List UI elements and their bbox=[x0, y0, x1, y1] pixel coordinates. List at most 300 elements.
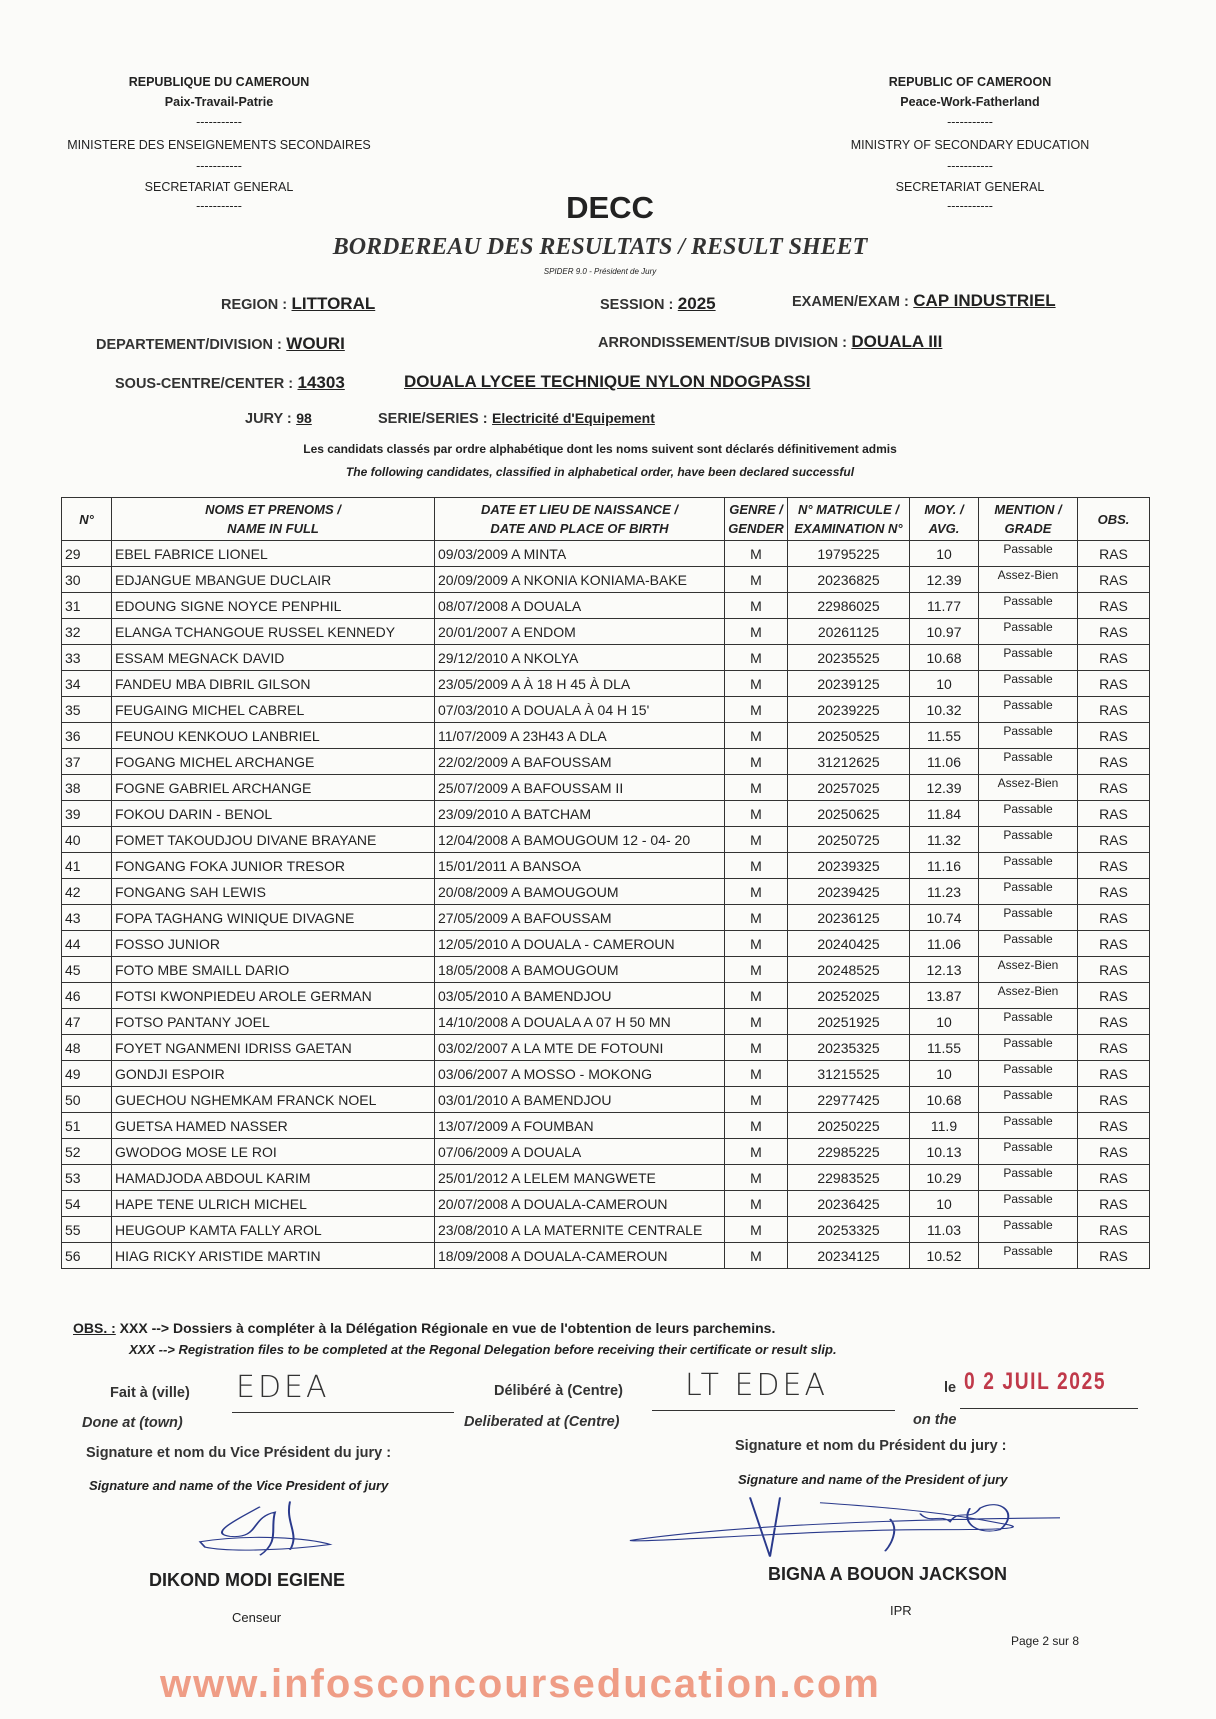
birth-date-place: 03/02/2007 A LA MTE DE FOTOUNI bbox=[435, 1035, 725, 1061]
grade: Passable bbox=[979, 1035, 1078, 1061]
gender: M bbox=[725, 749, 788, 775]
division-field bbox=[96, 334, 345, 354]
observation: RAS bbox=[1078, 853, 1150, 879]
observation: RAS bbox=[1078, 541, 1150, 567]
region-label: REGION : bbox=[221, 297, 288, 313]
column-header-text: MOY. / bbox=[924, 502, 964, 517]
candidate-name: HIAG RICKY ARISTIDE MARTIN bbox=[112, 1243, 435, 1269]
exam-number: 20239425 bbox=[788, 879, 910, 905]
header-left-line: MINISTERE DES ENSEIGNEMENTS SECONDAIRES bbox=[67, 138, 371, 152]
centre-handwritten: LT EDEA bbox=[685, 1368, 828, 1403]
birth-date-place: 22/02/2009 A BAFOUSSAM bbox=[435, 749, 725, 775]
average: 10 bbox=[910, 1009, 979, 1035]
grade: Passable bbox=[979, 827, 1078, 853]
birth-date-place: 25/07/2009 A BAFOUSSAM II bbox=[435, 775, 725, 801]
average: 10.97 bbox=[910, 619, 979, 645]
header-left-line: ----------- bbox=[196, 159, 242, 173]
series-field bbox=[378, 410, 655, 428]
column-header-text: GRADE bbox=[1004, 521, 1052, 536]
table-row bbox=[62, 645, 1150, 671]
exam-number: 20261125 bbox=[788, 619, 910, 645]
division-value: WOURI bbox=[286, 334, 345, 353]
exam-number: 31215525 bbox=[788, 1061, 910, 1087]
on-the-label: le bbox=[944, 1380, 957, 1396]
average: 11.55 bbox=[910, 723, 979, 749]
table-row bbox=[62, 723, 1150, 749]
gender: M bbox=[725, 1009, 788, 1035]
exam-number: 20239325 bbox=[788, 853, 910, 879]
birth-date-place: 03/01/2010 A BAMENDJOU bbox=[435, 1087, 725, 1113]
gender: M bbox=[725, 723, 788, 749]
vp-role: Censeur bbox=[232, 1610, 282, 1625]
p-signature bbox=[620, 1492, 1090, 1562]
grade: Passable bbox=[979, 1191, 1078, 1217]
subtitle: SPIDER 9.0 - Président de Jury bbox=[543, 267, 657, 276]
column-header bbox=[910, 498, 979, 541]
table-row bbox=[62, 1061, 1150, 1087]
header-right-line: ----------- bbox=[947, 199, 993, 213]
exam-field bbox=[792, 291, 1056, 311]
candidate-name: EBEL FABRICE LIONEL bbox=[112, 541, 435, 567]
results-table bbox=[61, 497, 1150, 1269]
row-number: 38 bbox=[62, 775, 112, 801]
gender: M bbox=[725, 541, 788, 567]
gender: M bbox=[725, 905, 788, 931]
exam-label: EXAMEN/EXAM : bbox=[792, 294, 909, 310]
column-header-text: GENDER bbox=[728, 521, 784, 536]
grade: Passable bbox=[979, 593, 1078, 619]
birth-date-place: 20/01/2007 A ENDOM bbox=[435, 619, 725, 645]
p-signature-label-en: Signature and name of the President of jury bbox=[738, 1472, 1008, 1487]
birth-date-place: 07/03/2010 A DOUALA À 04 H 15' bbox=[435, 697, 725, 723]
gender: M bbox=[725, 1191, 788, 1217]
grade: Assez-Bien bbox=[979, 775, 1078, 801]
notice-fr: Les candidats classés par ordre alphabétique dont les noms suivent sont déclarés définitivement admis bbox=[303, 442, 897, 456]
average: 11.16 bbox=[910, 853, 979, 879]
row-number: 36 bbox=[62, 723, 112, 749]
grade: Passable bbox=[979, 619, 1078, 645]
exam-number: 20250725 bbox=[788, 827, 910, 853]
average: 12.39 bbox=[910, 567, 979, 593]
column-header-text: NOMS ET PRENOMS / bbox=[205, 502, 341, 517]
header-right-line: ----------- bbox=[947, 159, 993, 173]
grade: Passable bbox=[979, 1061, 1078, 1087]
row-number: 29 bbox=[62, 541, 112, 567]
birth-date-place: 25/01/2012 A LELEM MANGWETE bbox=[435, 1165, 725, 1191]
row-number: 56 bbox=[62, 1243, 112, 1269]
exam-number: 22983525 bbox=[788, 1165, 910, 1191]
observation: RAS bbox=[1078, 1165, 1150, 1191]
region-field bbox=[221, 294, 375, 314]
header-left-line: ----------- bbox=[196, 199, 242, 213]
observation: RAS bbox=[1078, 1191, 1150, 1217]
gender: M bbox=[725, 1243, 788, 1269]
column-header-text: AVG. bbox=[928, 521, 960, 536]
gender: M bbox=[725, 827, 788, 853]
exam-number: 20234125 bbox=[788, 1243, 910, 1269]
candidate-name: EDOUNG SIGNE NOYCE PENPHIL bbox=[112, 593, 435, 619]
column-header-text: N° bbox=[79, 511, 94, 527]
gender: M bbox=[725, 775, 788, 801]
candidate-name: FOGANG MICHEL ARCHANGE bbox=[112, 749, 435, 775]
candidate-name: FEUNOU KENKOUO LANBRIEL bbox=[112, 723, 435, 749]
candidate-name: FOKOU DARIN - BENOL bbox=[112, 801, 435, 827]
average: 11.23 bbox=[910, 879, 979, 905]
row-number: 51 bbox=[62, 1113, 112, 1139]
row-number: 39 bbox=[62, 801, 112, 827]
session-label: SESSION : bbox=[600, 297, 674, 313]
column-header-text: GENRE / bbox=[729, 502, 783, 517]
date-stamp: 0 2 JUIL 2025 bbox=[964, 1368, 1107, 1395]
deliberated-label: Délibéré à (Centre) bbox=[494, 1383, 623, 1399]
candidate-name: HAMADJODA ABDOUL KARIM bbox=[112, 1165, 435, 1191]
average: 10 bbox=[910, 541, 979, 567]
table-row bbox=[62, 1035, 1150, 1061]
exam-number: 20250225 bbox=[788, 1113, 910, 1139]
average: 10.13 bbox=[910, 1139, 979, 1165]
gender: M bbox=[725, 697, 788, 723]
candidate-name: FOPA TAGHANG WINIQUE DIVAGNE bbox=[112, 905, 435, 931]
header-left-line: SECRETARIAT GENERAL bbox=[144, 180, 294, 194]
row-number: 34 bbox=[62, 671, 112, 697]
row-number: 32 bbox=[62, 619, 112, 645]
column-header-text: OBS. bbox=[1097, 511, 1130, 527]
exam-number: 22985225 bbox=[788, 1139, 910, 1165]
row-number: 42 bbox=[62, 879, 112, 905]
table-row bbox=[62, 1191, 1150, 1217]
observation: RAS bbox=[1078, 1061, 1150, 1087]
vp-signature-label-en: Signature and name of the Vice President of jury bbox=[89, 1478, 389, 1493]
exam-number: 20253325 bbox=[788, 1217, 910, 1243]
birth-date-place: 23/05/2009 A À 18 H 45 À DLA bbox=[435, 671, 725, 697]
row-number: 30 bbox=[62, 567, 112, 593]
jury-value: 98 bbox=[296, 410, 312, 426]
observation: RAS bbox=[1078, 983, 1150, 1009]
candidate-name: FONGANG FOKA JUNIOR TRESOR bbox=[112, 853, 435, 879]
grade: Passable bbox=[979, 1217, 1078, 1243]
gender: M bbox=[725, 879, 788, 905]
table-row bbox=[62, 671, 1150, 697]
row-number: 55 bbox=[62, 1217, 112, 1243]
row-number: 52 bbox=[62, 1139, 112, 1165]
average: 10.68 bbox=[910, 1087, 979, 1113]
candidate-name: FEUGAING MICHEL CABREL bbox=[112, 697, 435, 723]
p-name: BIGNA A BOUON JACKSON bbox=[768, 1564, 1008, 1584]
row-number: 46 bbox=[62, 983, 112, 1009]
birth-date-place: 20/08/2009 A BAMOUGOUM bbox=[435, 879, 725, 905]
table-header-row bbox=[62, 498, 1150, 541]
table-row bbox=[62, 775, 1150, 801]
gender: M bbox=[725, 645, 788, 671]
exam-value: CAP INDUSTRIEL bbox=[913, 291, 1056, 310]
vp-signature bbox=[190, 1496, 370, 1566]
exam-number: 19795225 bbox=[788, 541, 910, 567]
grade: Passable bbox=[979, 645, 1078, 671]
table-row bbox=[62, 931, 1150, 957]
exam-number: 20248525 bbox=[788, 957, 910, 983]
observation: RAS bbox=[1078, 957, 1150, 983]
birth-date-place: 18/09/2008 A DOUALA-CAMEROUN bbox=[435, 1243, 725, 1269]
table-row bbox=[62, 1009, 1150, 1035]
column-header bbox=[62, 498, 112, 541]
subdivision-field bbox=[598, 332, 942, 352]
average: 10 bbox=[910, 671, 979, 697]
average: 10.74 bbox=[910, 905, 979, 931]
birth-date-place: 09/03/2009 A MINTA bbox=[435, 541, 725, 567]
table-row bbox=[62, 619, 1150, 645]
table-row bbox=[62, 593, 1150, 619]
observation: RAS bbox=[1078, 619, 1150, 645]
grade: Passable bbox=[979, 697, 1078, 723]
column-header-text: EXAMINATION N° bbox=[794, 521, 903, 536]
table-row bbox=[62, 879, 1150, 905]
candidate-name: FOTSO PANTANY JOEL bbox=[112, 1009, 435, 1035]
column-header-text: DATE ET LIEU DE NAISSANCE / bbox=[481, 502, 678, 517]
table-row bbox=[62, 1139, 1150, 1165]
row-number: 43 bbox=[62, 905, 112, 931]
grade: Passable bbox=[979, 723, 1078, 749]
grade: Passable bbox=[979, 1139, 1078, 1165]
column-header-text: NAME IN FULL bbox=[227, 521, 319, 536]
table-row bbox=[62, 567, 1150, 593]
exam-number: 20236125 bbox=[788, 905, 910, 931]
candidate-name: ELANGA TCHANGOUE RUSSEL KENNEDY bbox=[112, 619, 435, 645]
session-value: 2025 bbox=[677, 294, 716, 313]
subdivision-value: DOUALA III bbox=[851, 332, 943, 351]
candidate-name: FOGNE GABRIEL ARCHANGE bbox=[112, 775, 435, 801]
grade: Passable bbox=[979, 1009, 1078, 1035]
exam-number: 22986025 bbox=[788, 593, 910, 619]
birth-date-place: 03/06/2007 A MOSSO - MOKONG bbox=[435, 1061, 725, 1087]
observation: RAS bbox=[1078, 749, 1150, 775]
exam-number: 20250625 bbox=[788, 801, 910, 827]
observation: RAS bbox=[1078, 931, 1150, 957]
average: 11.06 bbox=[910, 931, 979, 957]
gender: M bbox=[725, 931, 788, 957]
row-number: 54 bbox=[62, 1191, 112, 1217]
row-number: 41 bbox=[62, 853, 112, 879]
row-number: 31 bbox=[62, 593, 112, 619]
observation: RAS bbox=[1078, 827, 1150, 853]
gender: M bbox=[725, 853, 788, 879]
gender: M bbox=[725, 619, 788, 645]
header-left-line: Paix-Travail-Patrie bbox=[164, 95, 274, 109]
exam-number: 20239225 bbox=[788, 697, 910, 723]
deliberated-label-en: Deliberated at (Centre) bbox=[464, 1414, 620, 1430]
exam-number: 20251925 bbox=[788, 1009, 910, 1035]
table-row bbox=[62, 957, 1150, 983]
series-label: SERIE/SERIES : bbox=[378, 411, 488, 427]
row-number: 50 bbox=[62, 1087, 112, 1113]
birth-date-place: 08/07/2008 A DOUALA bbox=[435, 593, 725, 619]
candidate-name: FANDEU MBA DIBRIL GILSON bbox=[112, 671, 435, 697]
birth-date-place: 23/08/2010 A LA MATERNITE CENTRALE bbox=[435, 1217, 725, 1243]
gender: M bbox=[725, 567, 788, 593]
observation: RAS bbox=[1078, 1243, 1150, 1269]
gender: M bbox=[725, 593, 788, 619]
birth-date-place: 15/01/2011 A BANSOA bbox=[435, 853, 725, 879]
observation: RAS bbox=[1078, 775, 1150, 801]
average: 11.06 bbox=[910, 749, 979, 775]
birth-date-place: 18/05/2008 A BAMOUGOUM bbox=[435, 957, 725, 983]
candidate-name: FOTSI KWONPIEDEU AROLE GERMAN bbox=[112, 983, 435, 1009]
observation: RAS bbox=[1078, 723, 1150, 749]
observation: RAS bbox=[1078, 879, 1150, 905]
grade: Passable bbox=[979, 801, 1078, 827]
column-header bbox=[112, 498, 435, 541]
candidate-name: EDJANGUE MBANGUE DUCLAIR bbox=[112, 567, 435, 593]
column-header-text: MENTION / bbox=[994, 502, 1062, 517]
average: 10.29 bbox=[910, 1165, 979, 1191]
birth-date-place: 07/06/2009 A DOUALA bbox=[435, 1139, 725, 1165]
gender: M bbox=[725, 983, 788, 1009]
obs-note-fr bbox=[73, 1320, 775, 1336]
table-row bbox=[62, 1165, 1150, 1191]
grade: Passable bbox=[979, 905, 1078, 931]
table-row bbox=[62, 749, 1150, 775]
grade: Passable bbox=[979, 671, 1078, 697]
observation: RAS bbox=[1078, 567, 1150, 593]
grade: Assez-Bien bbox=[979, 567, 1078, 593]
session-field bbox=[600, 294, 716, 314]
grade: Passable bbox=[979, 1165, 1078, 1191]
town-handwritten: EDEA bbox=[236, 1370, 330, 1405]
observation: RAS bbox=[1078, 1217, 1150, 1243]
average: 10 bbox=[910, 1191, 979, 1217]
observation: RAS bbox=[1078, 697, 1150, 723]
vp-signature-label: Signature et nom du Vice Président du jury : bbox=[86, 1445, 392, 1461]
p-signature-label: Signature et nom du Président du jury : bbox=[735, 1438, 1007, 1454]
exam-number: 22977425 bbox=[788, 1087, 910, 1113]
table-row bbox=[62, 1243, 1150, 1269]
jury-field bbox=[245, 410, 312, 428]
gender: M bbox=[725, 671, 788, 697]
header-right-line: MINISTRY OF SECONDARY EDUCATION bbox=[850, 138, 1090, 152]
exam-number: 20235325 bbox=[788, 1035, 910, 1061]
table-row bbox=[62, 853, 1150, 879]
candidate-name: GUECHOU NGHEMKAM FRANCK NOEL bbox=[112, 1087, 435, 1113]
observation: RAS bbox=[1078, 801, 1150, 827]
grade: Assez-Bien bbox=[979, 957, 1078, 983]
exam-number: 20235525 bbox=[788, 645, 910, 671]
grade: Assez-Bien bbox=[979, 983, 1078, 1009]
observation: RAS bbox=[1078, 1113, 1150, 1139]
average: 12.39 bbox=[910, 775, 979, 801]
birth-date-place: 23/09/2010 A BATCHAM bbox=[435, 801, 725, 827]
page-number: Page 2 sur 8 bbox=[1011, 1634, 1080, 1648]
watermark: www.infosconcourseducation.com bbox=[160, 1662, 881, 1706]
birth-date-place: 13/07/2009 A FOUMBAN bbox=[435, 1113, 725, 1139]
candidate-name: HAPE TENE ULRICH MICHEL bbox=[112, 1191, 435, 1217]
table-row bbox=[62, 801, 1150, 827]
candidate-name: ESSAM MEGNACK DAVID bbox=[112, 645, 435, 671]
series-value: Electricité d'Equipement bbox=[492, 410, 655, 426]
average: 11.55 bbox=[910, 1035, 979, 1061]
exam-number: 20257025 bbox=[788, 775, 910, 801]
birth-date-place: 12/04/2008 A BAMOUGOUM 12 - 04- 20 bbox=[435, 827, 725, 853]
gender: M bbox=[725, 1087, 788, 1113]
notice-en: The following candidates, classified in alphabetical order, have been declared successful bbox=[345, 465, 855, 479]
exam-number: 20236825 bbox=[788, 567, 910, 593]
grade: Passable bbox=[979, 853, 1078, 879]
observation: RAS bbox=[1078, 593, 1150, 619]
gender: M bbox=[725, 1217, 788, 1243]
gender: M bbox=[725, 957, 788, 983]
gender: M bbox=[725, 1139, 788, 1165]
grade: Passable bbox=[979, 1087, 1078, 1113]
jury-label: JURY : bbox=[245, 411, 292, 427]
observation: RAS bbox=[1078, 1009, 1150, 1035]
on-the-label-en: on the bbox=[913, 1412, 957, 1428]
average: 12.13 bbox=[910, 957, 979, 983]
vp-name: DIKOND MODI EGIENE bbox=[149, 1570, 346, 1590]
candidate-name: GWODOG MOSE LE ROI bbox=[112, 1139, 435, 1165]
obs-en: XXX --> Registration files to be completed at the Regonal Delegation before receiving their certificate or result slip. bbox=[129, 1342, 837, 1357]
table-row bbox=[62, 541, 1150, 567]
gender: M bbox=[725, 1113, 788, 1139]
center-name: DOUALA LYCEE TECHNIQUE NYLON NDOGPASSI bbox=[404, 372, 811, 391]
done-at-label-en: Done at (town) bbox=[82, 1415, 183, 1431]
header-left-line: REPUBLIQUE DU CAMEROUN bbox=[128, 75, 310, 89]
candidate-name: FONGANG SAH LEWIS bbox=[112, 879, 435, 905]
row-number: 44 bbox=[62, 931, 112, 957]
birth-date-place: 11/07/2009 A 23H43 A DLA bbox=[435, 723, 725, 749]
grade: Passable bbox=[979, 879, 1078, 905]
grade: Passable bbox=[979, 1113, 1078, 1139]
table-row bbox=[62, 983, 1150, 1009]
candidate-name: FOTO MBE SMAILL DARIO bbox=[112, 957, 435, 983]
observation: RAS bbox=[1078, 645, 1150, 671]
row-number: 53 bbox=[62, 1165, 112, 1191]
header-left-line: ----------- bbox=[196, 115, 242, 129]
table-row bbox=[62, 905, 1150, 931]
exam-number: 20240425 bbox=[788, 931, 910, 957]
gender: M bbox=[725, 1165, 788, 1191]
row-number: 35 bbox=[62, 697, 112, 723]
grade: Passable bbox=[979, 1243, 1078, 1269]
birth-date-place: 03/05/2010 A BAMENDJOU bbox=[435, 983, 725, 1009]
table-row bbox=[62, 827, 1150, 853]
exam-number: 20252025 bbox=[788, 983, 910, 1009]
table-row bbox=[62, 1087, 1150, 1113]
center-field bbox=[115, 373, 345, 393]
candidate-name: GUETSA HAMED NASSER bbox=[112, 1113, 435, 1139]
done-at-label: Fait à (ville) bbox=[110, 1385, 190, 1401]
column-header-text: N° MATRICULE / bbox=[797, 502, 899, 517]
region-value: LITTORAL bbox=[291, 294, 376, 313]
table-body bbox=[62, 541, 1150, 1269]
row-number: 48 bbox=[62, 1035, 112, 1061]
header-right-line: REPUBLIC OF CAMEROON bbox=[888, 75, 1052, 89]
subdivision-label: ARRONDISSEMENT/SUB DIVISION : bbox=[598, 335, 847, 351]
table-row bbox=[62, 1217, 1150, 1243]
candidate-name: FOMET TAKOUDJOU DIVANE BRAYANE bbox=[112, 827, 435, 853]
average: 10 bbox=[910, 1061, 979, 1087]
header-right-line: Peace-Work-Fatherland bbox=[900, 95, 1040, 109]
center-label: SOUS-CENTRE/CENTER : bbox=[115, 376, 294, 392]
birth-date-place: 20/09/2009 A NKONIA KONIAMA-BAKE bbox=[435, 567, 725, 593]
exam-number: 31212625 bbox=[788, 749, 910, 775]
org-title: DECC bbox=[566, 190, 654, 225]
observation: RAS bbox=[1078, 1139, 1150, 1165]
grade: Passable bbox=[979, 541, 1078, 567]
row-number: 49 bbox=[62, 1061, 112, 1087]
column-header bbox=[788, 498, 910, 541]
exam-number: 20236425 bbox=[788, 1191, 910, 1217]
gender: M bbox=[725, 801, 788, 827]
row-number: 33 bbox=[62, 645, 112, 671]
average: 10.52 bbox=[910, 1243, 979, 1269]
